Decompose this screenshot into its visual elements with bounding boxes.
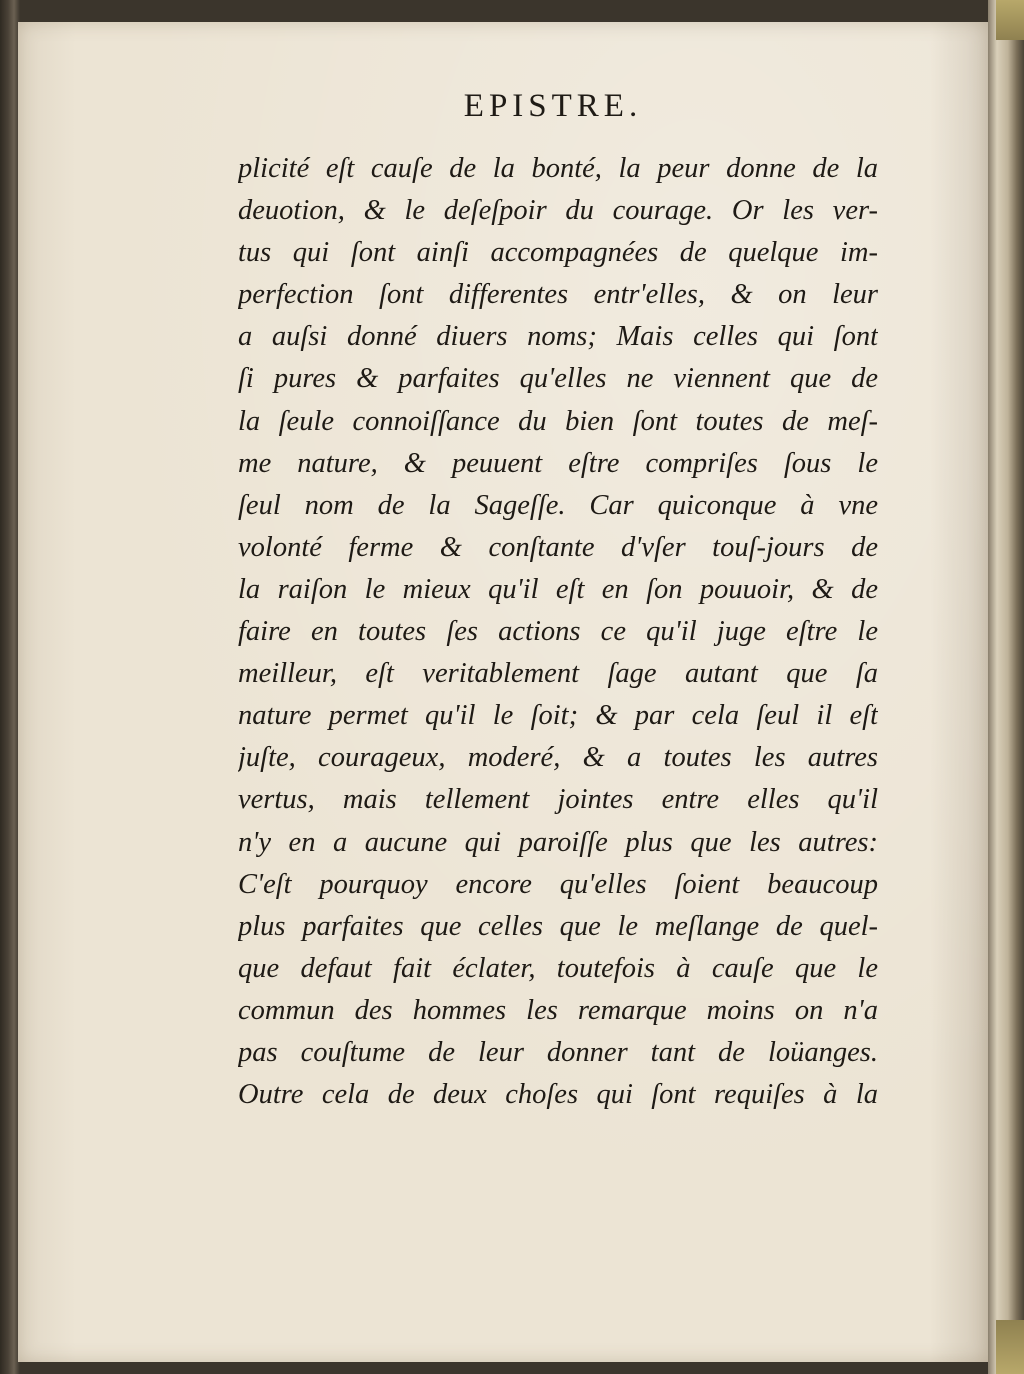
spine-edge-bottom [996, 1320, 1024, 1374]
text-line: Outre cela de deux choſes qui ſont requiſes à la [238, 1079, 878, 1111]
text-line: ſi pures & parfaites qu'elles ne viennent que de [238, 363, 878, 395]
text-line: ſeul nom de la Sageſſe. Car quiconque à vne [238, 489, 878, 521]
text-line: vertus, mais tellement jointes entre elles qu'il [238, 784, 878, 816]
text-line: juſte, courageux, moderé, & a toutes les autres [238, 742, 878, 774]
text-line: commun des hommes les remarque moins on n'a [238, 994, 878, 1026]
text-line: tus qui ſont ainſi accompagnées de quelque im- [238, 237, 878, 269]
book-spine [988, 0, 1024, 1374]
running-head: EPISTRE. [463, 88, 643, 124]
text-line: plus parfaites que celles que le meſlange de quel- [238, 910, 878, 942]
body-text [238, 148, 878, 1116]
text-line: la raiſon le mieux qu'il eſt en ſon pouuoir, & de [238, 573, 878, 605]
text-line: volonté ferme & conſtante d'vſer touſ-jours de [238, 531, 878, 563]
text-line: que defaut fait éclater, toutefois à cauſe que le [238, 952, 878, 984]
text-line: la ſeule connoiſſance du bien ſont toutes de meſ- [238, 405, 878, 437]
text-line: nature permet qu'il le ſoit; & par cela ſeul il eſt [238, 700, 878, 732]
text-line: perfection ſont differentes entr'elles, & on leur [238, 279, 878, 311]
text-line: n'y en a aucune qui paroiſſe plus que les autres: [238, 826, 878, 858]
text-line: me nature, & peuuent eſtre compriſes ſous le [238, 447, 878, 479]
text-line: pas couſtume de leur donner tant de loüanges. [238, 1036, 878, 1068]
text-line: faire en toutes ſes actions ce qu'il juge eſtre le [238, 616, 878, 648]
text-line: deuotion, & le deſeſpoir du courage. Or les ver- [238, 195, 878, 227]
text-line: C'eſt pourquoy encore qu'elles ſoient beaucoup [238, 868, 878, 900]
text-line: plicité eſt cauſe de la bonté, la peur donne de la [238, 153, 878, 184]
text-line: a auſsi donné diuers noms; Mais celles qui ſont [238, 321, 878, 353]
text-line: meilleur, eſt veritablement ſage autant que ſa [238, 658, 878, 690]
spine-edge-top [996, 0, 1024, 40]
